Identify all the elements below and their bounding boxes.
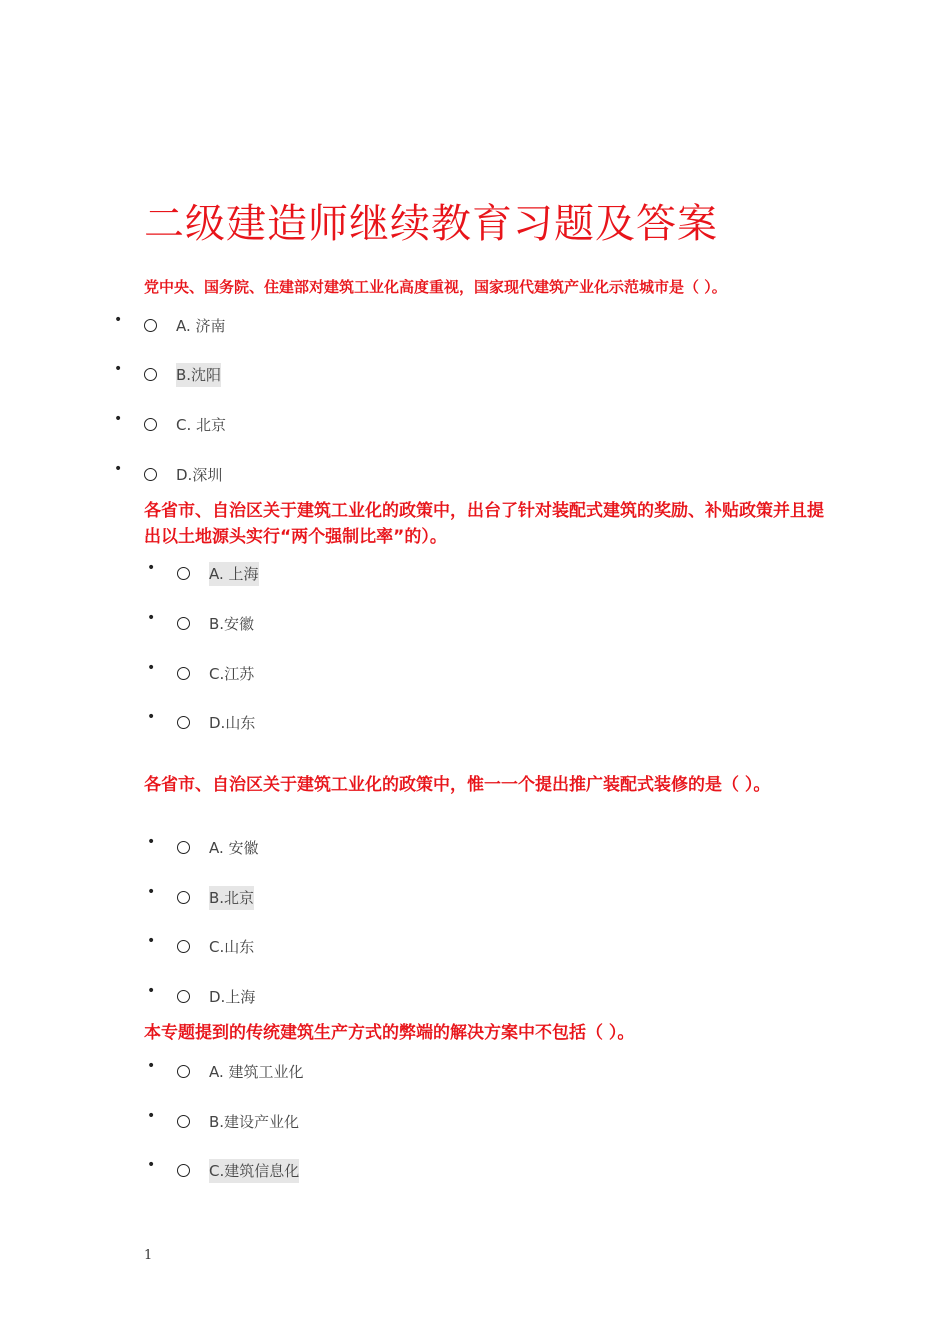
bullet-icon: •: [147, 834, 156, 850]
radio-button-icon[interactable]: [177, 990, 190, 1003]
question-2-text: 各省市、自治区关于建筑工业化的政策中，出台了针对装配式建筑的奖励、补贴政策并且提出以土地源头实行“两个强制比率”的）。: [144, 501, 824, 547]
option-label: D.深圳: [176, 466, 223, 484]
bullet-icon: •: [147, 933, 156, 949]
option-label: C.山东: [209, 938, 255, 956]
radio-button-icon[interactable]: [177, 567, 190, 580]
radio-button-icon[interactable]: [177, 1065, 190, 1078]
option-label-highlighted: C.建筑信息化: [209, 1159, 299, 1183]
radio-button-icon[interactable]: [144, 468, 157, 481]
option-label: C.江苏: [209, 665, 255, 683]
radio-button-icon[interactable]: [144, 319, 157, 332]
page-number: 1: [144, 1248, 153, 1263]
bullet-icon: •: [114, 461, 123, 477]
bullet-icon: •: [147, 709, 156, 725]
bullet-icon: •: [147, 610, 156, 626]
radio-button-icon[interactable]: [177, 940, 190, 953]
option-label-highlighted: B.北京: [209, 886, 254, 910]
option-label: C. 北京: [176, 416, 227, 434]
question-4-text: 本专题提到的传统建筑生产方式的弊端的解决方案中不包括（ ）。: [144, 1023, 635, 1043]
bullet-icon: •: [114, 361, 123, 377]
question-1-text: 党中央、国务院、住建部对建筑工业化高度重视，国家现代建筑产业化示范城市是（ ）。: [144, 278, 727, 296]
radio-button-icon[interactable]: [177, 617, 190, 630]
radio-button-icon[interactable]: [177, 1115, 190, 1128]
radio-button-icon[interactable]: [144, 418, 157, 431]
option-label: B.建设产业化: [209, 1113, 300, 1131]
option-label: D.上海: [209, 988, 256, 1006]
option-label: A. 济南: [176, 317, 226, 335]
radio-button-icon[interactable]: [177, 841, 190, 854]
question-3-text: 各省市、自治区关于建筑工业化的政策中，惟一一个提出推广装配式装修的是（ ）。: [144, 775, 771, 795]
option-label-highlighted: A. 上海: [209, 562, 259, 586]
radio-button-icon[interactable]: [177, 891, 190, 904]
bullet-icon: •: [147, 1157, 156, 1173]
bullet-icon: •: [147, 560, 156, 576]
option-label-highlighted: B.沈阳: [176, 363, 221, 387]
document-title: 二级建造师继续教育习题及答案: [144, 201, 718, 247]
bullet-icon: •: [147, 884, 156, 900]
radio-button-icon[interactable]: [144, 368, 157, 381]
radio-button-icon[interactable]: [177, 1164, 190, 1177]
bullet-icon: •: [114, 411, 123, 427]
bullet-icon: •: [147, 983, 156, 999]
bullet-icon: •: [114, 312, 123, 328]
option-label: A. 安徽: [209, 839, 259, 857]
bullet-icon: •: [147, 1058, 156, 1074]
option-label: A. 建筑工业化: [209, 1063, 304, 1081]
bullet-icon: •: [147, 660, 156, 676]
radio-button-icon[interactable]: [177, 667, 190, 680]
option-label: D.山东: [209, 714, 256, 732]
bullet-icon: •: [147, 1108, 156, 1124]
option-label: B.安徽: [209, 615, 255, 633]
radio-button-icon[interactable]: [177, 716, 190, 729]
